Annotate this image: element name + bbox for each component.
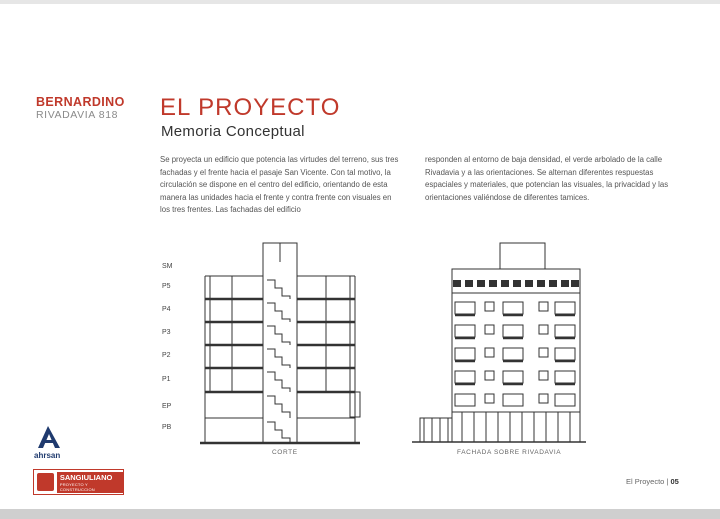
body-text-column-1: Se proyecta un edificio que potencia las virtudes del terreno, sus tres fachadas y el frente hacia el pasaje San Vicente. Con tal motivo, la circulación se dispone en el centro del edificio, orientando de esta manera las unidades hacia el frente y contra frente con visuales en los tres frentes. Las fachadas del edificio [160,155,399,215]
page-number: 05 [670,477,679,486]
section-caption: CORTE [272,449,298,456]
level-label-sm: SM [162,263,173,270]
ahrsan-logo [34,424,64,450]
facade-drawing [412,243,586,442]
level-label-p1: P1 [162,376,171,383]
level-label-p4: P4 [162,306,171,313]
level-label-p3: P3 [162,329,171,336]
facade-caption: FACHADA SOBRE RIVADAVIA [457,449,562,456]
bottom-border [0,509,720,519]
architectural-drawings [150,240,590,450]
sangiuliano-name: SANGIULIANO [59,472,113,482]
ahrsan-logo-text: ahrsan [34,451,61,460]
sangiuliano-wordmark [57,472,123,493]
page-footer [626,477,679,486]
project-name: BERNARDINO [36,95,125,109]
body-text-column-2: responden al entorno de baja densidad, el verde arbolado de la calle Rivadavia y a las orientaciones. Se alternan diferentes respuestas espaciales y materiales, que potencian las visuales, la privacidad y las orientaciones valiéndose de diferentes tamices. [425,155,669,202]
project-address: RIVADAVIA 818 [36,108,119,121]
project-brand [36,96,125,120]
sangiuliano-logo [33,469,124,495]
section-drawing [200,243,360,443]
footer-separator: | [666,477,669,486]
level-label-pb: PB [162,424,172,431]
top-border [0,0,720,4]
footer-label: El Proyecto [626,477,665,486]
page-subtitle: Memoria Conceptual [161,123,305,140]
level-label-p5: P5 [162,283,171,290]
sangiuliano-subtitle: PROYECTO Y CONSTRUCCION [59,481,95,492]
level-label-ep: EP [162,403,172,410]
level-label-p2: P2 [162,352,171,359]
page-title: EL PROYECTO [160,94,341,121]
sangiuliano-mark [37,473,54,491]
